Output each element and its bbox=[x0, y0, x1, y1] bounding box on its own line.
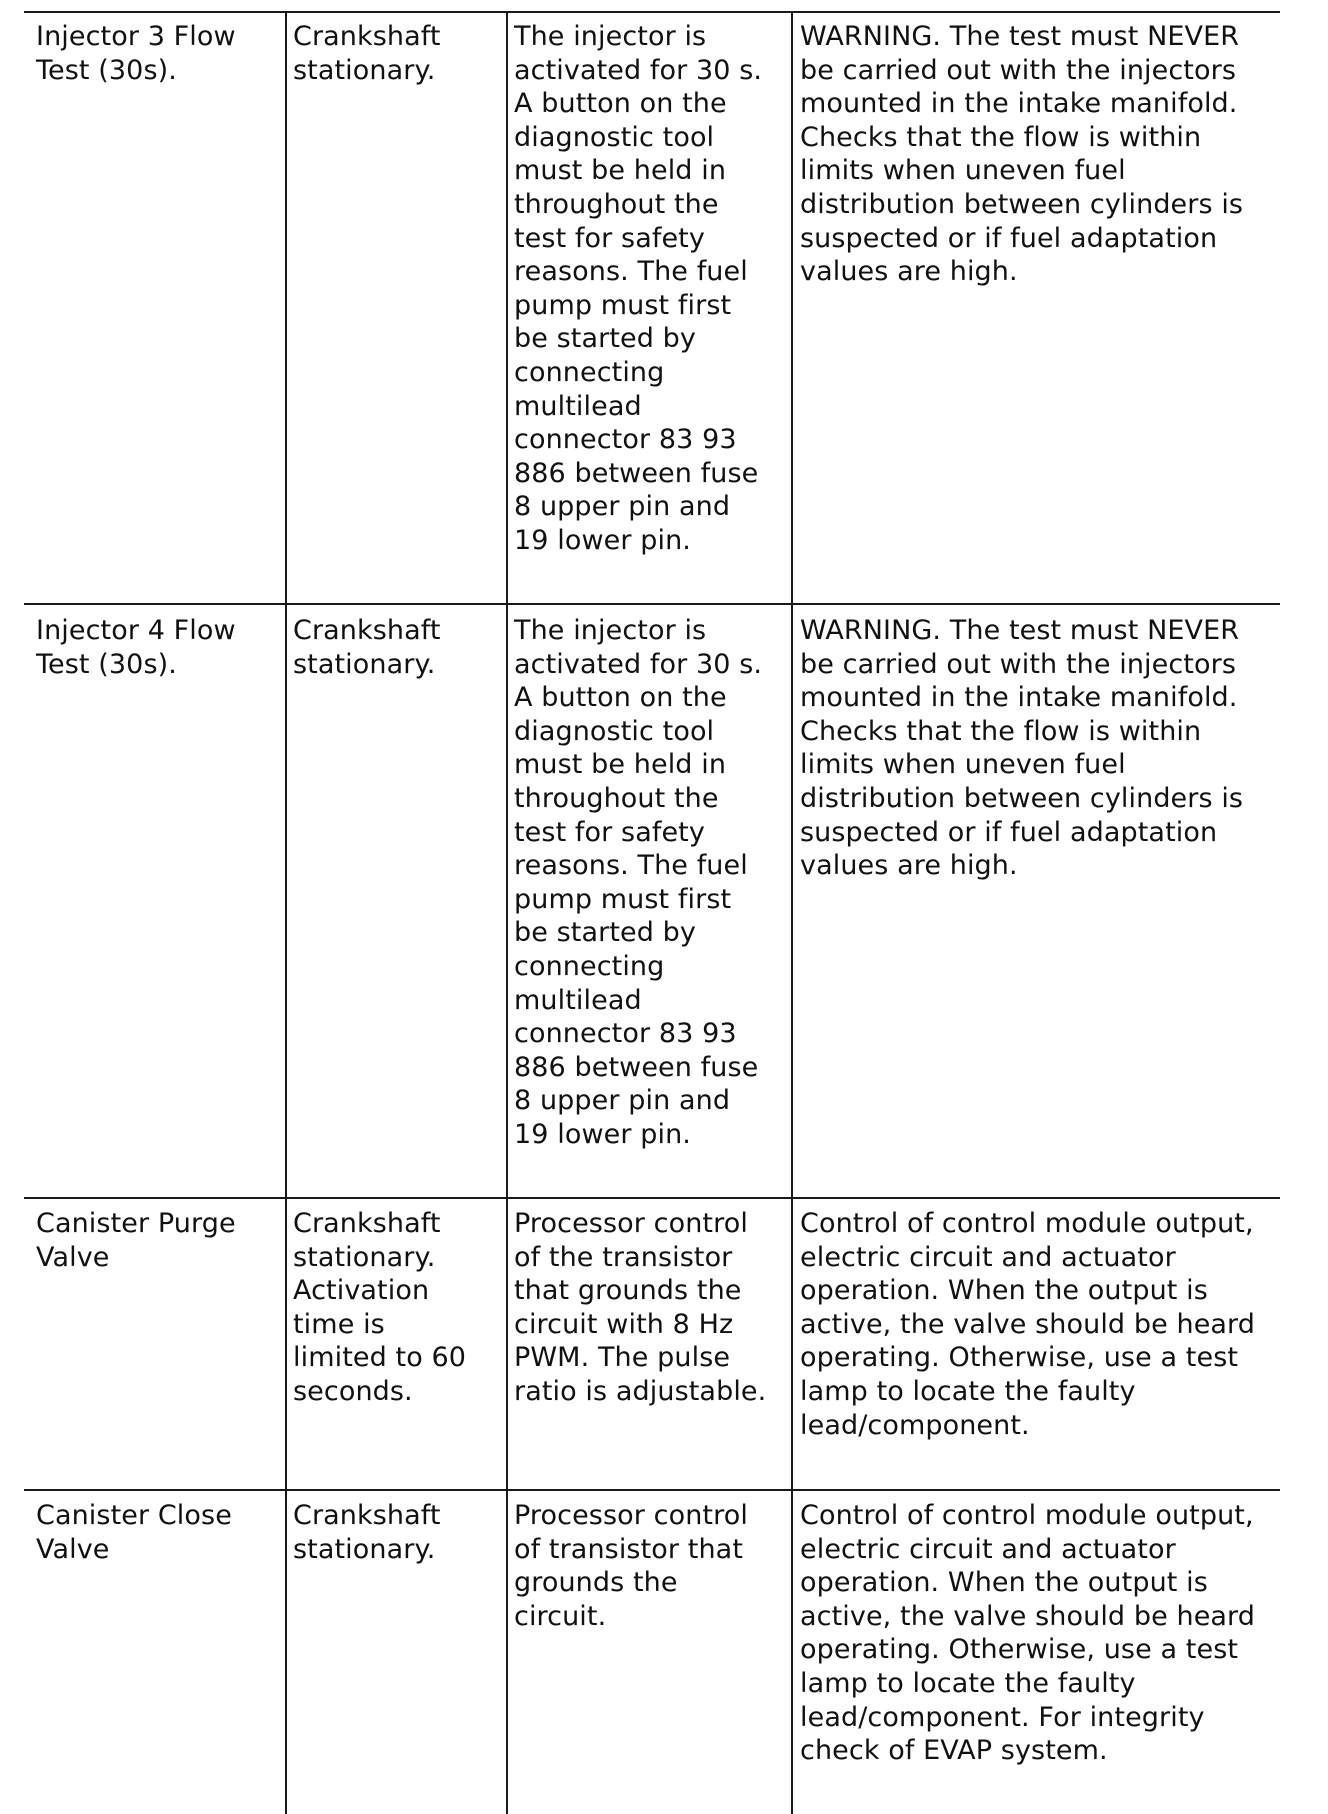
row-divider bbox=[24, 1489, 1280, 1491]
comments-cell: Control of control module output, electric circuit and actuator operation. When the output is active, the valve should be heard operating. Otherwise, use a test lamp to locate the faulty lead/component. bbox=[800, 1208, 1256, 1441]
row-divider-top bbox=[24, 11, 1280, 13]
row-divider bbox=[24, 1197, 1280, 1199]
test-name-cell: Canister Close Valve bbox=[36, 1500, 232, 1565]
description-cell: Processor control of the transistor that grounds the circuit with 8 Hz PWM. The pulse ratio is adjustable. bbox=[514, 1208, 767, 1407]
condition-cell: Crankshaft stationary. Activation time is limited to 60 seconds. bbox=[293, 1208, 467, 1407]
condition-cell: Crankshaft stationary. bbox=[293, 1500, 441, 1565]
test-name-cell: Injector 3 Flow Test (30s). bbox=[36, 21, 236, 86]
description-cell: The injector is activated for 30 s. A button on the diagnostic tool must be held in throughout the test for safety reasons. The fuel pump must first be started by connecting multilead connector 83 93 886 between fuse 8 upper pin and 19 lower pin. bbox=[514, 21, 763, 556]
comments-cell: WARNING. The test must NEVER be carried out with the injectors mounted in the intake manifold. Checks that the flow is within limits when uneven fuel distribution between cylinders is suspected or if fuel adaptation values are high. bbox=[800, 615, 1244, 882]
condition-cell: Crankshaft stationary. bbox=[293, 615, 441, 680]
diagnostic-test-table bbox=[24, 11, 1280, 1814]
comments-cell: WARNING. The test must NEVER be carried out with the injectors mounted in the intake manifold. Checks that the flow is within limits when uneven fuel distribution between cylinders is suspected or if fuel adaptation values are high. bbox=[800, 21, 1244, 288]
test-name-cell: Injector 4 Flow Test (30s). bbox=[36, 615, 236, 680]
condition-cell: Crankshaft stationary. bbox=[293, 21, 441, 86]
comments-cell: Control of control module output, electric circuit and actuator operation. When the output is active, the valve should be heard operating. Otherwise, use a test lamp to locate the faulty lead/component. For integrity check of EVAP system. bbox=[800, 1500, 1256, 1767]
description-cell: Processor control of transistor that grounds the circuit. bbox=[514, 1500, 748, 1632]
test-name-cell: Canister Purge Valve bbox=[36, 1208, 236, 1273]
column-divider bbox=[506, 11, 508, 1814]
row-divider bbox=[24, 603, 1280, 605]
description-cell: The injector is activated for 30 s. A button on the diagnostic tool must be held in throughout the test for safety reasons. The fuel pump must first be started by connecting multilead connector 83 93 886 between fuse 8 upper pin and 19 lower pin. bbox=[514, 615, 763, 1150]
